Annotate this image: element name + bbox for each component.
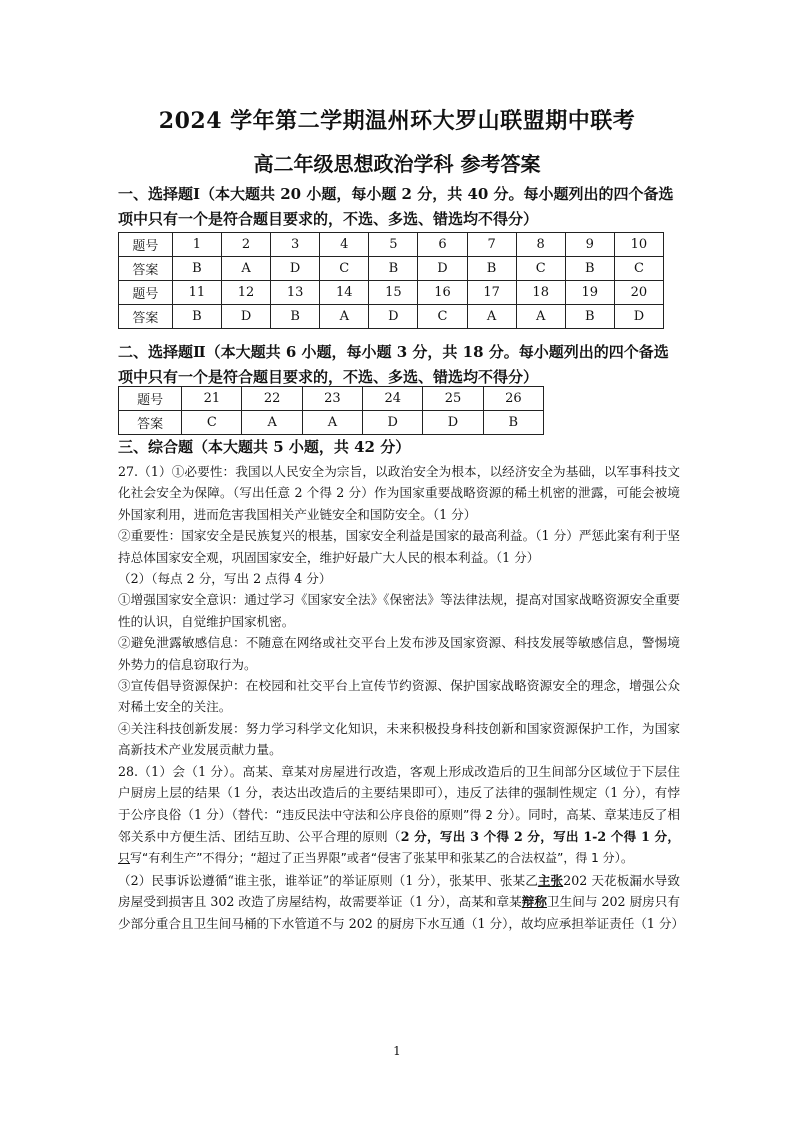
table-cell: 题号: [119, 233, 173, 257]
table-cell: D: [423, 411, 483, 435]
table-cell: C: [614, 257, 663, 281]
q27-part2-point3: ③宣传倡导资源保护：在校园和社交平台上宣传节约资源、保护国家战略资源安全的理念，增强公众对稀土安全的关注。: [118, 678, 680, 715]
table-cell: 1: [172, 233, 221, 257]
table-cell: 19: [565, 281, 614, 305]
table-cell: D: [221, 305, 270, 329]
table-cell: C: [320, 257, 369, 281]
table-cell: 5: [369, 233, 418, 257]
table-cell: 答案: [119, 305, 173, 329]
table-cell: D: [614, 305, 663, 329]
table-cell: A: [516, 305, 565, 329]
q27-part1-necessity: 27.（1）①必要性：我国以人民安全为宗旨，以政治安全为根本，以经济安全为基础，以军事科技文化社会安全为保障。（写出任意 2 个得 2 分）作为国家重要战略资源的稀土机密的泄露，可能会被境外国家利用，进而危害我国相关产业链安全和国防安全。（1 分）: [118, 464, 680, 522]
table-cell: 4: [320, 233, 369, 257]
table-cell: A: [467, 305, 516, 329]
q28-p2-defense: 辩称: [521, 894, 547, 910]
page-subtitle: 高二年级思想政治学科 参考答案: [253, 152, 541, 176]
table-cell: A: [242, 411, 302, 435]
table-cell: 22: [242, 387, 302, 411]
table-cell: 12: [221, 281, 270, 305]
table-cell: B: [271, 305, 320, 329]
table-cell: D: [271, 257, 320, 281]
q27-part2-scoring: （2）（每点 2 分，写出 2 点得 4 分）: [118, 571, 332, 587]
table-cell: 9: [565, 233, 614, 257]
table-cell: 15: [369, 281, 418, 305]
table-cell: 3: [271, 233, 320, 257]
q28-p1-only: 只: [118, 851, 131, 866]
table-cell: 7: [467, 233, 516, 257]
table-cell: C: [516, 257, 565, 281]
table-cell: B: [172, 257, 221, 281]
q28-part1: [118, 761, 680, 870]
q28-p2-text2: 202 天花板漏水导致房屋受到损害且 302 改造了房屋结构，故需要举证（1 分），高某和章某: [118, 872, 681, 910]
page-number: 1: [393, 1044, 401, 1058]
table-cell: 14: [320, 281, 369, 305]
table-cell: 25: [423, 387, 483, 411]
q27-part2-point1: ①增强国家安全意识：通过学习《国家安全法》《保密法》等法律法规，提高对国家战略资源安全重要性的认识，自觉维护国家机密。: [118, 592, 680, 629]
table-row: [119, 411, 544, 435]
table-cell: D: [363, 411, 423, 435]
q28-p2-text3: 卫生间与 202 厨房只有少部分重合且卫生间马桶的下水管道不与 202 的厨房下水互通（1 分），故均应承担举证责任（1 分）: [118, 894, 685, 931]
table-row: [119, 257, 664, 281]
table-cell: 16: [418, 281, 467, 305]
table-cell: B: [467, 257, 516, 281]
table-cell: 26: [483, 387, 543, 411]
table-cell: B: [483, 411, 543, 435]
table-cell: 题号: [119, 281, 173, 305]
table-cell: A: [320, 305, 369, 329]
table-cell: A: [302, 411, 362, 435]
table-cell: 题号: [119, 387, 182, 411]
q28-p1-alt-note: “违反民法中守法和公序良俗的原则”得 2 分: [275, 807, 510, 822]
q28-p1-note: 写“有利生产”不得分；“超过了正当界限”或者“侵害了张某甲和张某乙的合法权益”，得 1 分: [130, 851, 615, 866]
section3-heading: 三、综合题（本大题共 5 小题，共 42 分）: [118, 438, 411, 456]
section2-heading: 二、选择题Ⅱ（本大题共 6 小题，每小题 3 分，共 18 分。每小题列出的四个备选项中只有一个是符合题目要求的，不选、多选、错选均不得分）: [118, 343, 669, 386]
table-cell: B: [565, 305, 614, 329]
q27-part2-point2: ②避免泄露敏感信息：不随意在网络或社交平台上发布涉及国家资源、科技发展等敏感信息，警惕境外势力的信息窃取行为。: [118, 635, 680, 672]
table-cell: C: [182, 411, 242, 435]
q28-p1-scoring: 2 分，写出 3 个得 2 分，写出 1-2 个得 1 分，: [400, 828, 681, 844]
table-row: [119, 281, 664, 305]
table-cell: 8: [516, 233, 565, 257]
table-row: [119, 233, 664, 257]
section1-heading: 一、选择题Ⅰ（本大题共 20 小题，每小题 2 分，共 40 分。每小题列出的四个备选项中只有一个是符合题目要求的，不选、多选、错选均不得分）: [118, 185, 674, 228]
section3-body: [118, 461, 685, 934]
table-cell: 6: [418, 233, 467, 257]
section1-answer-table: [118, 232, 664, 329]
table-cell: 23: [302, 387, 362, 411]
table-cell: B: [172, 305, 221, 329]
table-row: [119, 387, 544, 411]
page-title: 2024 学年第二学期温州环大罗山联盟期中联考: [158, 108, 636, 134]
table-cell: 答案: [119, 411, 182, 435]
q28-p1-text2: ）。同时，高某、章某违反了相邻关系中方便生活、团结互助、公平合理的原则（: [118, 806, 681, 844]
table-cell: D: [369, 305, 418, 329]
table-cell: 17: [467, 281, 516, 305]
q28-p2-text: （2）民事诉讼遵循“谁主张，谁举证”的举证原则（1 分），张某甲、张某乙: [118, 872, 538, 888]
q28-p1-end: ）。: [614, 850, 634, 866]
table-cell: 10: [614, 233, 663, 257]
q27-part1-importance: ②重要性：国家安全是民族复兴的根基，国家安全利益是国家的最高利益。（1 分）严惩此案有利于坚持总体国家安全观，巩固国家安全，维护好最广大人民的根本利益。（1 分）: [118, 528, 680, 565]
table-cell: 20: [614, 281, 663, 305]
table-cell: A: [221, 257, 270, 281]
table-cell: 13: [271, 281, 320, 305]
q27-part2-point4: ④关注科技创新发展：努力学习科学文化知识，未来积极投身科技创新和国家资源保护工作，为国家高新技术产业发展贡献力量。: [118, 720, 680, 758]
table-cell: 18: [516, 281, 565, 305]
table-cell: 24: [363, 387, 423, 411]
section2-answer-table: [118, 386, 544, 435]
table-cell: 11: [172, 281, 221, 305]
table-cell: C: [418, 305, 467, 329]
table-cell: 21: [182, 387, 242, 411]
table-cell: D: [418, 257, 467, 281]
q28-p2-claim: 主张: [537, 872, 564, 888]
q28-part2: [118, 870, 685, 934]
table-cell: B: [369, 257, 418, 281]
table-cell: 答案: [119, 257, 173, 281]
table-cell: B: [565, 257, 614, 281]
table-cell: 2: [221, 233, 270, 257]
q28-p1-text: 28.（1）会（1 分）。高某、章某对房屋进行改造，客观上形成改造后的卫生间部分区域位于下层住户厨房上层的结果（1 分，表达出改造后的主要结果即可），违反了法律的强制性规定（1 分），有悖于公序良俗（1 分）（替代：: [118, 763, 680, 822]
table-row: [119, 305, 664, 329]
